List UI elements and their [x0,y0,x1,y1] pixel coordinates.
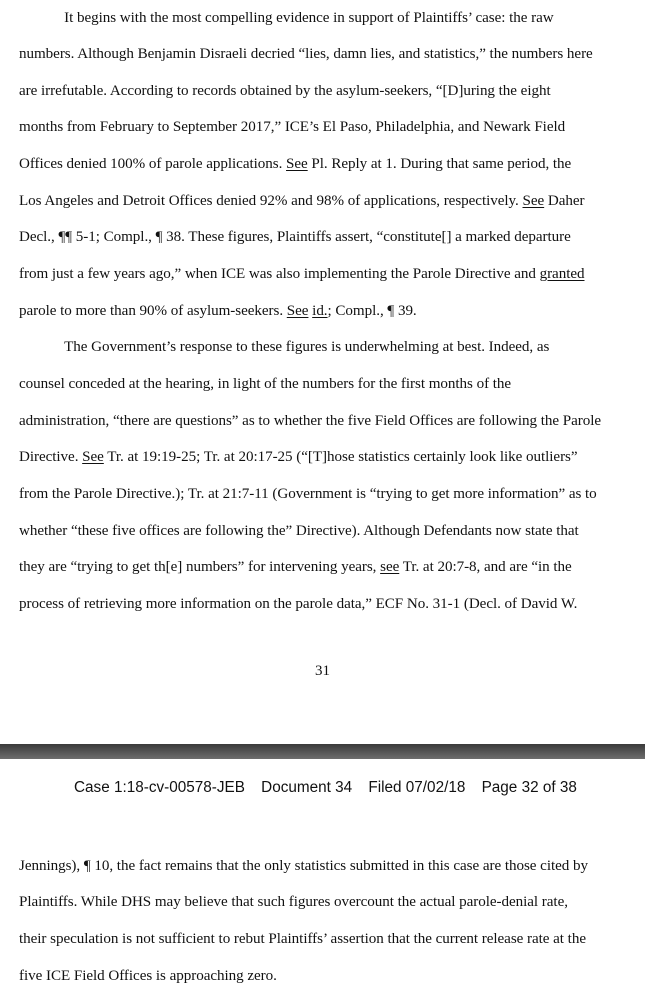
text-segment: months from February to September 2017,” ICE’s El Paso, Philadelphia, and Newark Field [19,119,566,135]
underlined-citation: See [286,156,308,172]
page-indicator: Page 32 of 38 [481,779,577,796]
text-line [19,338,549,356]
text-segment: The Government’s response to these figures is underwhelming at best. Indeed, as [19,339,550,355]
underlined-citation: See [82,449,104,465]
text-segment: It begins with the most compelling evidence in support of Plaintiffs’ case: the raw [19,10,554,26]
text-line [19,265,585,283]
text-line [19,485,597,503]
text-line [19,82,551,100]
filed-date: Filed 07/02/18 [368,779,466,796]
text-line [19,228,571,246]
text-segment: are irrefutable. According to records obtained by the asylum-seekers, “[D]uring the eight [19,83,551,99]
text-segment: five ICE Field Offices is approaching zero. [19,968,277,984]
page-number: 31 [315,663,330,679]
text-line [19,118,565,136]
underlined-citation: granted [539,266,585,282]
text-line [19,558,572,576]
text-line [19,522,579,540]
text-line [19,192,585,210]
case-number: Case 1:18-cv-00578-JEB [74,779,245,796]
text-segment: parole to more than 90% of asylum-seekers. [19,303,287,319]
text-segment: Jennings), ¶ 10, the fact remains that the only statistics submitted in this case are those cited by [19,858,588,874]
document-number: Document 34 [261,779,353,796]
text-segment: numbers. Although Benjamin Disraeli decried “lies, damn lies, and statistics,” the numbers here [19,46,593,62]
text-segment: their speculation is not sufficient to rebut Plaintiffs’ assertion that the current release rate at the [19,931,586,947]
text-line [19,595,577,613]
text-segment: Offices denied 100% of parole applications. [19,156,287,172]
text-segment: counsel conceded at the hearing, in light of the numbers for the first months of the [19,376,512,392]
text-line [19,930,586,948]
underlined-citation: See [522,193,545,209]
text-segment: administration, “there are questions” as to whether the five Field Offices are following the Parole [19,413,601,429]
text-segment: from the Parole Directive.); Tr. at 21:7-11 (Government is “trying to get more information” as to [19,486,597,502]
text-line [19,375,511,393]
text-line [19,967,277,985]
text-segment: Tr. at 19:19-25; Tr. at 20:17-25 (“[T]hose statistics certainly look like outliers” [103,449,578,465]
text-segment: they are “trying to get th[e] numbers” for intervening years, [19,559,381,575]
text-segment: Tr. at 20:7-8, and are “in the [399,559,572,575]
page-break-bar [0,744,645,759]
text-segment: Daher [544,193,585,209]
text-segment: Pl. Reply at 1. During that same period, the [307,156,572,172]
text-line [19,857,588,875]
text-line [19,9,554,27]
text-line [19,155,571,173]
underlined-citation: id. [312,303,328,319]
text-segment: from just a few years ago,” when ICE was also implementing the Parole Directive and [19,266,540,282]
underlined-citation: See [286,303,309,319]
text-segment: ; Compl., ¶ 39. [327,303,417,319]
text-segment: process of retrieving more information on the parole data,” ECF No. 31-1 (Decl. of David W. [19,596,578,612]
text-line [19,302,417,320]
text-line [19,893,568,911]
underlined-citation: see [380,559,400,575]
text-line [19,448,578,466]
text-line [19,45,593,63]
case-header [74,778,577,798]
text-segment: Directive. [19,449,83,465]
text-segment: Plaintiffs. While DHS may believe that such figures overcount the actual parole-denial rate, [19,894,568,910]
text-line [19,412,601,430]
text-segment: Los Angeles and Detroit Offices denied 92% and 98% of applications, respectively. [19,193,523,209]
text-segment: Decl., ¶¶ 5-1; Compl., ¶ 38. These figures, Plaintiffs assert, “constitute[] a marked departure [19,229,571,245]
text-segment: whether “these five offices are following the” Directive). Although Defendants now state that [19,523,579,539]
